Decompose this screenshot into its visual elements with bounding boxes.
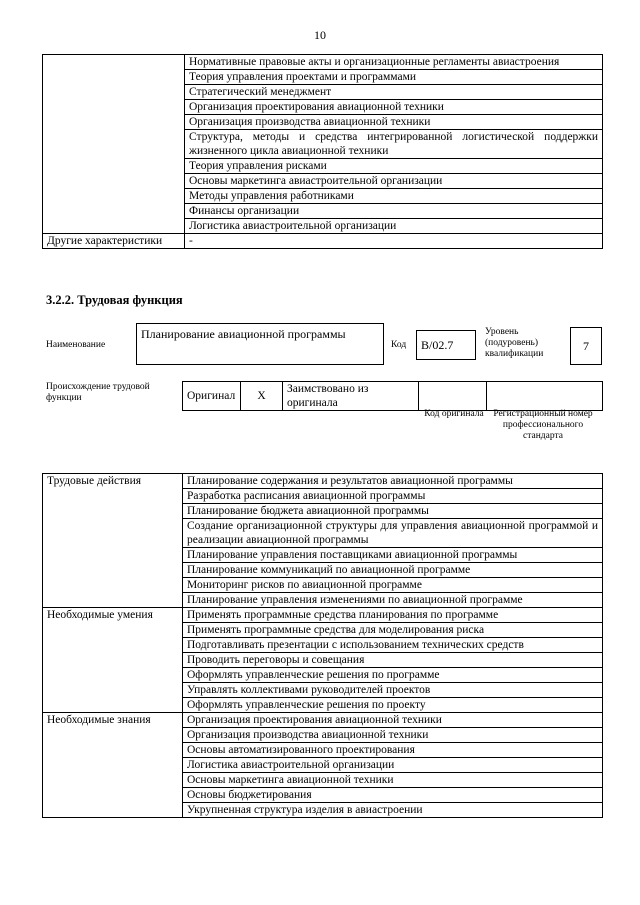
name-value-box <box>136 323 384 365</box>
action-item: Планирование коммуникаций по авиационной программе <box>183 563 603 578</box>
reg-number-caption: Регистрационный номер профессионального стандарта <box>493 409 593 441</box>
knowledge-item: Теория управления рисками <box>185 159 603 174</box>
code-value-box <box>416 330 476 360</box>
knowledge-item: Организация проектирования авиационной техники <box>185 100 603 115</box>
level-label: Уровень (подуровень) квалификации <box>485 327 544 359</box>
skills-label: Необходимые умения <box>43 608 183 713</box>
borrowed-label: Заимствовано из оригинала <box>283 382 419 411</box>
skill-item: Проводить переговоры и совещания <box>183 653 603 668</box>
action-item: Планирование содержания и результатов авиационной программы <box>183 474 603 489</box>
skill-item: Оформлять управленческие решения по проекту <box>183 698 603 713</box>
knowledge-item: Организация производства авиационной техники <box>183 728 603 743</box>
skill-item: Оформлять управленческие решения по программе <box>183 668 603 683</box>
skill-item: Подготавливать презентации с использованием технических средств <box>183 638 603 653</box>
knowledge-item: Теория управления проектами и программами <box>185 70 603 85</box>
section-title: 3.2.2. Трудовая функция <box>46 293 183 307</box>
skill-item: Применять программные средства планирования по программе <box>183 608 603 623</box>
knowledge-item: Укрупненная структура изделия в авиастроении <box>183 803 603 818</box>
actions-label: Трудовые действия <box>43 474 183 608</box>
knowledge-item: Организация проектирования авиационной техники <box>183 713 603 728</box>
action-item: Планирование бюджета авиационной программы <box>183 504 603 519</box>
skill-item: Управлять коллективами руководителей проектов <box>183 683 603 698</box>
origin-label: Происхождение трудовой функции <box>46 382 150 403</box>
level-value: 7 <box>583 339 589 353</box>
knowledge-label: Необходимые знания <box>43 713 183 818</box>
name-label: Наименование <box>46 340 106 350</box>
action-item: Мониторинг рисков по авиационной программе <box>183 578 603 593</box>
knowledge-item: Методы управления работниками <box>185 189 603 204</box>
knowledge-item: Логистика авиастроительной организации <box>185 219 603 234</box>
code-original-cell <box>419 382 487 411</box>
knowledge-item: Организация производства авиационной техники <box>185 115 603 130</box>
knowledge-item: Основы маркетинга авиастроительной организации <box>185 174 603 189</box>
code-label: Код <box>391 340 407 350</box>
original-mark: X <box>241 382 283 411</box>
knowledge-item: Стратегический менеджмент <box>185 85 603 100</box>
action-item: Разработка расписания авиационной программы <box>183 489 603 504</box>
action-item: Планирование управления поставщиками авиационной программы <box>183 548 603 563</box>
original-label: Оригинал <box>183 382 241 411</box>
labor-function-table <box>42 473 603 818</box>
other-characteristics-value: - <box>185 234 603 249</box>
knowledge-item: Нормативные правовые акты и организационные регламенты авиастроения <box>185 55 603 70</box>
reg-number-cell <box>487 382 603 411</box>
knowledge-item: Финансы организации <box>185 204 603 219</box>
knowledge-item: Основы бюджетирования <box>183 788 603 803</box>
knowledge-table-continued <box>42 54 603 249</box>
action-item: Планирование управления изменениями по авиационной программе <box>183 593 603 608</box>
knowledge-item: Основы автоматизированного проектирования <box>183 743 603 758</box>
code-original-caption: Код оригинала <box>424 409 484 419</box>
other-characteristics-label: Другие характеристики <box>43 234 185 249</box>
name-value: Планирование авиационной программы <box>141 327 346 341</box>
page-number: 10 <box>314 28 326 42</box>
skill-item: Применять программные средства для моделирования риска <box>183 623 603 638</box>
level-value-box <box>570 327 602 365</box>
knowledge-item: Логистика авиастроительной организации <box>183 758 603 773</box>
knowledge-item: Структура, методы и средства интегрированной логистической поддержки жизненного цикла авиационной техники <box>185 130 603 159</box>
knowledge-item: Основы маркетинга авиационной техники <box>183 773 603 788</box>
empty-label-cell <box>43 55 185 234</box>
action-item: Создание организационной структуры для управления авиационной программой и реализации авиационной программы <box>183 519 603 548</box>
origin-table <box>182 381 603 411</box>
code-value: B/02.7 <box>421 338 454 352</box>
